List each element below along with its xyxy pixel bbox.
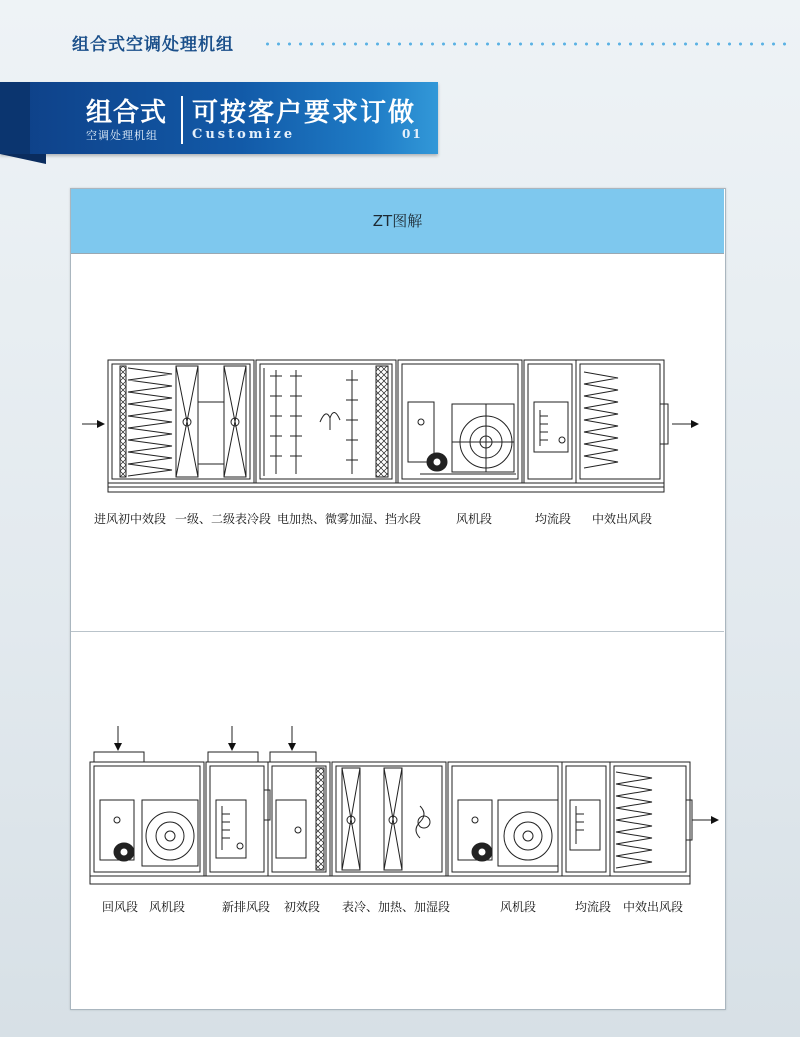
spray-nozzles <box>346 370 358 474</box>
supply-fan-housing <box>498 800 558 866</box>
section-equalizer-2 <box>562 762 610 876</box>
diagram-1 <box>82 360 698 492</box>
label-equalizer-section-2: 均流段 <box>575 900 612 914</box>
return-fan-housing <box>142 800 198 866</box>
label-primary-filter-section: 初效段 <box>284 900 321 914</box>
label-coil-heat-humid-section: 表冷、加热、加湿段 <box>342 900 451 914</box>
label-heat-humid-section: 电加热、微雾加湿、挡水段 <box>277 512 422 526</box>
section-outlet-filter <box>576 360 664 483</box>
page-header-title: 组合式空调处理机组 <box>72 35 234 55</box>
label-return-fan-section: 风机段 <box>149 900 186 914</box>
fan-housing <box>452 404 514 472</box>
diagram-2 <box>90 726 718 884</box>
label-supply-fan-section: 风机段 <box>500 900 537 914</box>
humidifier-icon <box>416 806 424 838</box>
label-outlet-section-2: 中效出风段 <box>623 900 684 914</box>
label-return-section: 回风段 <box>102 900 139 914</box>
panel-title: ZT图解 <box>372 212 423 230</box>
section-heat-humid <box>256 360 396 483</box>
coil-frame <box>198 402 224 464</box>
filter-panel <box>120 366 126 477</box>
banner-slogan: 可按客户要求订做 <box>192 98 417 128</box>
label-outlet-section: 中效出风段 <box>592 512 653 526</box>
section-fresh-exhaust <box>206 762 268 876</box>
label-fan-section: 风机段 <box>456 512 493 526</box>
label-equalizer-section: 均流段 <box>535 512 572 526</box>
label-fresh-exhaust-section: 新排风段 <box>222 900 271 914</box>
mist-icon <box>320 412 340 430</box>
base-rail-2 <box>90 876 690 884</box>
label-inlet-filter-section: 进风初中效段 <box>94 512 167 526</box>
label-coil-section: 一级、二级表冷段 <box>175 512 272 526</box>
control-box <box>408 402 434 462</box>
bag-filter <box>128 368 172 476</box>
banner-number: 01 <box>402 127 423 141</box>
banner-title: 组合式 <box>86 98 168 128</box>
banner-subtitle: 空调处理机组 <box>86 129 158 142</box>
heater-rows <box>270 370 302 474</box>
outlet-bag-filter <box>584 372 618 468</box>
eliminator <box>376 366 388 477</box>
banner-slogan-english: Customize <box>192 127 296 142</box>
section-fan <box>398 360 522 483</box>
